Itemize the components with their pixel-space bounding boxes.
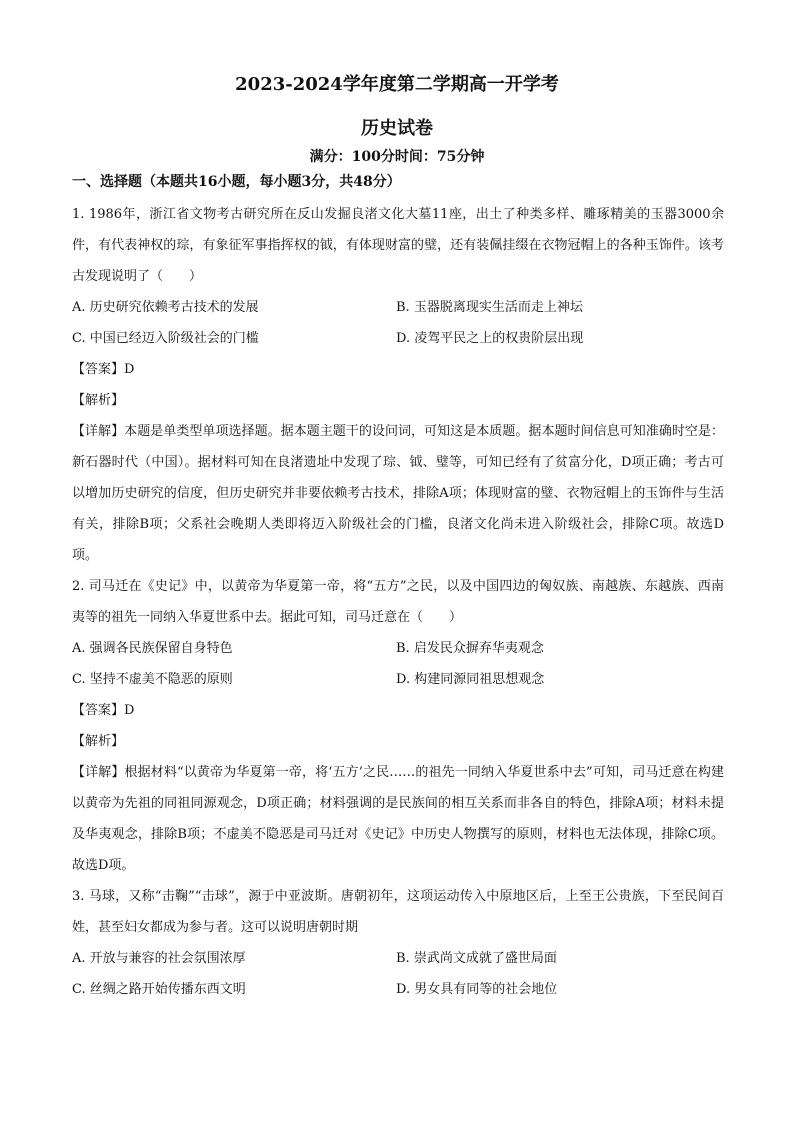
options-row — [72, 664, 724, 695]
analysis-label: 【解析】 — [72, 393, 125, 408]
exam-title: 2023-2024学年度第二学期高一开学考 — [235, 74, 559, 95]
option-d: D. 男女具有同等的社会地位 — [396, 982, 558, 997]
exam-subject: 历史试卷 — [361, 118, 433, 139]
option-b: B. 崇武尚文成就了盛世局面 — [396, 951, 557, 966]
option-d: D. 构建同源同祖思想观念 — [396, 672, 545, 687]
question-stem: 3. 马球，又称“击鞠”“击球”，源于中亚波斯。唐朝初年，这项运动传入中原地区后，上至王公贵族，下至民间百姓，甚至妇女都成为参与者。这可以说明唐朝时期 — [72, 889, 724, 935]
section-title: 一、选择题（本题共16小题，每小题3分，共48分） — [72, 174, 401, 190]
detail-text: 【详解】本题是单类型单项选择题。据本题主题干的设问词，可知这是本质题。据本题时间信息可知准确时空是：新石器时代（中国）。据材料可知在良渚遗址中发现了琮、钺、璧等，可知已经有了贫富分化，D项正确；考古可以增加历史研究的信度，但历史研究并非要依赖考古技术，排除A项；体现财富的璧、衣物冠帽上的玉饰件与生活有关，排除B项；父系社会晚期人类即将迈入阶级社会的门槛，良渚文化尚未进入阶级社会，排除C项。故选D项。 — [72, 424, 724, 563]
option-d: D. 凌驾平民之上的权贵阶层出现 — [396, 331, 584, 346]
detail-text: 【详解】根据材料“以黄帝为华夏第一帝，将‘五方’之民……的祖先一同纳入华夏世系中去”可知，司马迁意在构建以黄帝为先祖的同祖同源观念，D项正确；材料强调的是民族间的相互关系而非各自的特色，排除A项；材料未提及华夷观念，排除B项；不虚美不隐恶是司马迁对《史记》中历史人物撰写的原则，材料也无法体现，排除C项。故选D项。 — [72, 765, 724, 873]
answer-label: 【答案】D — [72, 703, 135, 718]
analysis-label: 【解析】 — [72, 734, 125, 749]
options-row — [72, 943, 724, 974]
option-b: B. 玉器脱离现实生活而走上神坛 — [396, 300, 583, 315]
option-a: A. 强调各民族保留自身特色 — [72, 641, 233, 656]
options-row — [72, 323, 724, 354]
question-3 — [72, 881, 724, 1005]
option-b: B. 启发民众摒弃华夷观念 — [396, 641, 544, 656]
question-stem: 2. 司马迁在《史记》中，以黄帝为华夏第一帝，将“五方”之民，以及中国四边的匈奴族、南越族、东越族、西南夷等的祖先一同纳入华夏世系中去。据此可知，司马迁意在（ ） — [72, 579, 724, 625]
question-list — [72, 199, 724, 1005]
options-row — [72, 633, 724, 664]
options-row — [72, 292, 724, 323]
exam-info: 满分：100分时间：75分钟 — [309, 149, 485, 165]
question-stem: 1. 1986年，浙江省文物考古研究所在反山发掘良渚文化大墓11座，出土了种类多样、雕琢精美的玉器3000余件，有代表神权的琮，有象征军事指挥权的钺，有体现财富的璧，还有装佩挂缀在衣物冠帽上的各种玉饰件。该考古发现说明了（ ） — [72, 207, 724, 284]
option-c: C. 中国已经迈入阶级社会的门槛 — [72, 331, 259, 346]
option-c: C. 丝绸之路开始传播东西文明 — [72, 982, 246, 997]
options-row — [72, 974, 724, 1005]
question-1 — [72, 199, 724, 571]
option-a: A. 开放与兼容的社会氛围浓厚 — [72, 951, 246, 966]
answer-label: 【答案】D — [72, 362, 135, 377]
question-2 — [72, 571, 724, 881]
option-c: C. 坚持不虚美不隐恶的原则 — [72, 672, 233, 687]
option-a: A. 历史研究依赖考古技术的发展 — [72, 300, 259, 315]
